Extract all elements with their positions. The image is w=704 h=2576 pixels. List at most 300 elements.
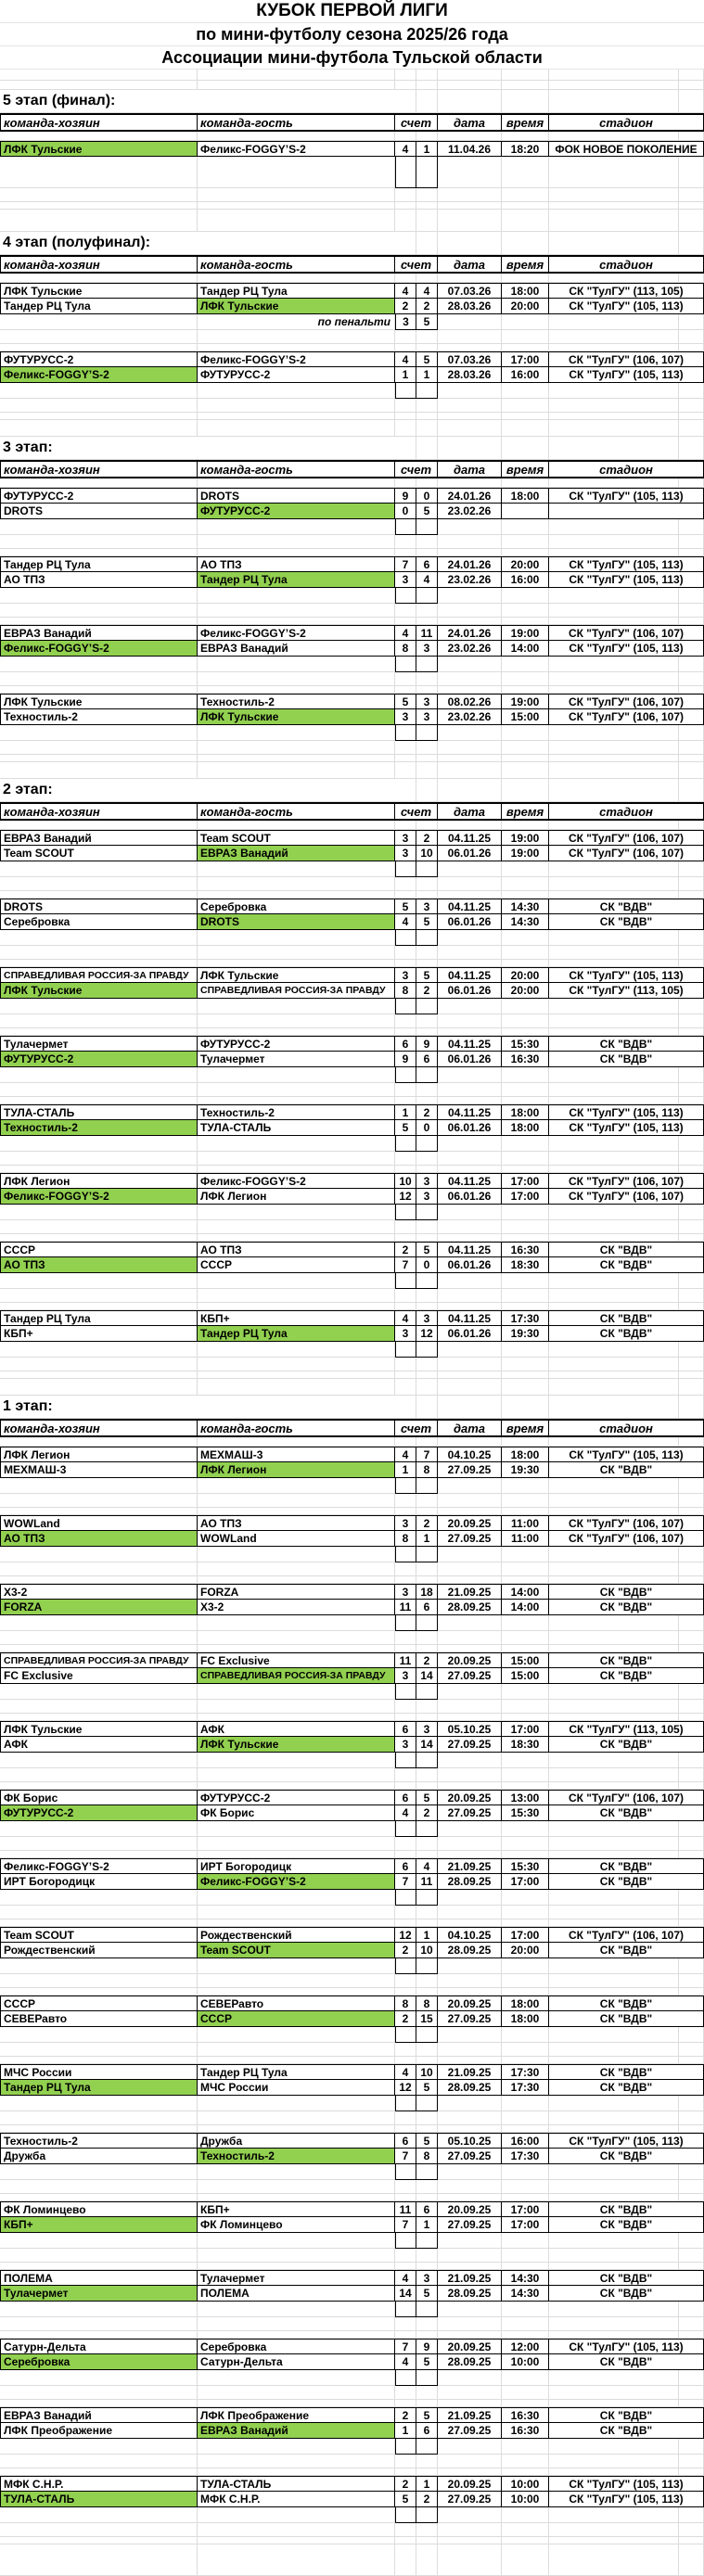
grid-cell: [679, 330, 704, 344]
grid-cell: [679, 157, 704, 188]
penalty-guest-score-cell: [416, 861, 438, 877]
grid-cell: [549, 437, 679, 460]
grid-cell: [502, 1067, 549, 1083]
grid-cell: [549, 2302, 679, 2317]
guest-team-cell: FC Exclusive: [198, 1653, 395, 1668]
stadium-cell: СК "ВДВ": [549, 1037, 704, 1052]
grid-cell: [502, 2194, 549, 2201]
grid-cell: [502, 202, 549, 210]
guest-team-cell: Феликс-FOGGY’S-2: [198, 626, 395, 641]
grid-cell: [502, 413, 549, 420]
grid-cell: [395, 413, 416, 420]
guest-team-cell: FORZA: [198, 1585, 395, 1600]
match-row: [0, 694, 704, 709]
stadium-cell: СК "ВДВ": [549, 899, 704, 914]
stadium-cell: СК "ВДВ": [549, 1600, 704, 1615]
grid-cell: [438, 202, 502, 210]
grid-cell: [679, 755, 704, 762]
guest-team-cell: ЕВРАЗ Ванадий: [198, 2423, 395, 2439]
grid-cell: [438, 1289, 502, 1303]
grid-cell: [0, 657, 198, 672]
home-team-cell: СПРАВЕДЛИВАЯ РОССИЯ-ЗА ПРАВДУ: [0, 968, 198, 983]
blank-row: [0, 274, 704, 283]
guest-score-cell: 10: [416, 2065, 438, 2080]
grid-cell: [438, 946, 502, 960]
penalty-row: [0, 1205, 704, 1220]
guest-score-cell: 1: [416, 2477, 438, 2492]
home-team-cell: Team SCOUT: [0, 1928, 198, 1943]
grid-cell: [438, 877, 502, 891]
match-row: [0, 1584, 704, 1600]
grid-cell: [198, 188, 395, 202]
guest-team-cell: ЛФК Легион: [198, 1462, 395, 1478]
grid-cell: [549, 132, 679, 141]
guest-team-cell: КБП+: [198, 1311, 395, 1326]
grid-cell: [416, 1437, 438, 1447]
grid-cell: [395, 1494, 416, 1508]
time-cell: [502, 504, 549, 519]
grid-cell: [198, 1684, 395, 1700]
grid-cell: [395, 2249, 416, 2263]
grid-cell: [198, 1342, 395, 1358]
grid-cell: [502, 1645, 549, 1652]
grid-cell: [0, 2194, 198, 2201]
grid-cell: [679, 1919, 704, 1927]
blank-row: [0, 1097, 704, 1104]
grid-cell: [0, 549, 198, 556]
grid-cell: [502, 157, 549, 188]
grid-cell: [549, 779, 679, 802]
grid-cell: [438, 1576, 502, 1584]
grid-cell: [502, 1631, 549, 1645]
grid-cell: [395, 1576, 416, 1584]
time-cell: 17:00: [502, 1722, 549, 1737]
grid-cell: [502, 657, 549, 672]
penalty-home-score-cell: 3: [395, 314, 416, 330]
grid-cell: [679, 1562, 704, 1576]
guest-team-cell: Серебровка: [198, 2340, 395, 2354]
guest-score-cell: 5: [416, 914, 438, 930]
grid-cell: [438, 1097, 502, 1104]
match-row: [0, 830, 704, 846]
grid-cell: [198, 1782, 395, 1790]
guest-score-cell: 5: [416, 2408, 438, 2423]
grid-cell: [438, 755, 502, 762]
guest-team-cell: ФК Борис: [198, 1805, 395, 1821]
grid-cell: [679, 618, 704, 625]
time-cell: 11:00: [502, 1531, 549, 1547]
blank-row: [0, 1358, 704, 1371]
time-cell: 14:00: [502, 641, 549, 657]
grid-cell: [416, 210, 438, 232]
grid-cell: [198, 1273, 395, 1289]
grid-cell: [416, 399, 438, 413]
grid-cell: [0, 618, 198, 625]
grid-cell: [549, 314, 679, 330]
grid-cell: [438, 1958, 502, 1974]
guest-team-cell: Феликс-FOGGY’S-2: [198, 1174, 395, 1189]
header-date: дата: [438, 257, 502, 272]
grid-cell: [549, 413, 679, 420]
header-date: дата: [438, 462, 502, 477]
grid-cell: [198, 2468, 395, 2476]
grid-cell: [549, 1234, 679, 1242]
grid-cell: [502, 188, 549, 202]
time-cell: 17:00: [502, 2217, 549, 2233]
grid-cell: [198, 891, 395, 899]
stadium-cell: СК "ТулГУ" (106, 107): [549, 1189, 704, 1205]
grid-cell: [679, 725, 704, 741]
blank-row: [0, 672, 704, 686]
blank-row: [0, 2249, 704, 2263]
blank-row: [0, 330, 704, 344]
blank-row: [0, 1837, 704, 1851]
stadium-cell: СК "ВДВ": [549, 1311, 704, 1326]
blank-row: [0, 70, 704, 81]
grid-cell: [438, 2057, 502, 2064]
penalty-home-score-cell: [395, 725, 416, 741]
grid-cell: [198, 132, 395, 141]
penalty-home-score-cell: [395, 1615, 416, 1631]
column-header-row: [0, 1419, 704, 1437]
date-cell: 04.11.25: [438, 831, 502, 846]
guest-score-cell: 3: [416, 641, 438, 657]
grid-cell: [198, 1615, 395, 1631]
grid-cell: [0, 1700, 198, 1714]
grid-cell: [438, 2439, 502, 2455]
grid-cell: [438, 1919, 502, 1927]
home-team-cell: ЛФК Легион: [0, 1447, 198, 1462]
home-team-cell: ТУЛА-СТАЛЬ: [0, 2492, 198, 2507]
grid-cell: [395, 2544, 416, 2576]
grid-cell: [198, 960, 395, 967]
grid-cell: [549, 1890, 679, 1906]
section-gap-row: [0, 762, 704, 779]
penalty-guest-score-cell: [416, 519, 438, 535]
home-score-cell: 2: [395, 1943, 416, 1958]
penalty-home-score-cell: [395, 861, 416, 877]
match-row: [0, 2133, 704, 2149]
penalty-guest-score-cell: [416, 2507, 438, 2523]
blank-row: [0, 1768, 704, 1782]
home-team-cell: ЕВРАЗ Ванадий: [0, 626, 198, 641]
guest-score-cell: 0: [416, 1257, 438, 1273]
grid-cell: [438, 1166, 502, 1173]
stadium-cell: СК "ТулГУ" (113, 105): [549, 983, 704, 999]
grid-cell: [438, 1562, 502, 1576]
grid-cell: [502, 70, 549, 81]
grid-cell: [395, 2317, 416, 2331]
header-home-team: команда-хозяин: [0, 1421, 198, 1435]
section-gap-row: [0, 420, 704, 437]
grid-cell: [198, 588, 395, 604]
grid-cell: [0, 2331, 198, 2339]
grid-cell: [0, 1821, 198, 1837]
grid-cell: [549, 1152, 679, 1166]
grid-cell: [502, 549, 549, 556]
grid-cell: [679, 2233, 704, 2249]
guest-score-cell: 6: [416, 1600, 438, 1615]
stadium-cell: СК "ТулГУ" (105, 113): [549, 968, 704, 983]
grid-cell: [395, 1379, 416, 1396]
grid-cell: [395, 1396, 416, 1419]
grid-cell: [679, 946, 704, 960]
grid-cell: [0, 2180, 198, 2194]
grid-cell: [0, 588, 198, 604]
blank-row: [0, 604, 704, 618]
home-score-cell: 3: [395, 831, 416, 846]
grid-cell: [416, 1906, 438, 1919]
grid-cell: [549, 2523, 679, 2537]
time-cell: 20:00: [502, 299, 549, 314]
grid-cell: [416, 779, 438, 802]
guest-score-cell: 2: [416, 1105, 438, 1120]
grid-cell: [502, 2096, 549, 2111]
grid-cell: [0, 202, 198, 210]
home-score-cell: 8: [395, 1996, 416, 2011]
grid-cell: [416, 946, 438, 960]
grid-cell: [198, 2194, 395, 2201]
grid-cell: [0, 999, 198, 1014]
guest-team-cell: АО ТПЗ: [198, 1243, 395, 1257]
date-cell: 21.09.25: [438, 1585, 502, 1600]
grid-cell: [502, 1205, 549, 1220]
grid-cell: [395, 2043, 416, 2057]
stadium-cell: СК "ТулГУ" (106, 107): [549, 1928, 704, 1943]
grid-cell: [679, 1067, 704, 1083]
grid-cell: [198, 861, 395, 877]
grid-cell: [198, 519, 395, 535]
grid-cell: [395, 686, 416, 694]
page-subtitle-season: по мини-футболу сезона 2025/26 года: [0, 23, 704, 46]
guest-team-cell: СЕВЕРавто: [198, 1996, 395, 2011]
date-cell: 27.09.25: [438, 2492, 502, 2507]
time-cell: 18:00: [502, 284, 549, 299]
grid-cell: [416, 2057, 438, 2064]
stadium-cell: СК "ТулГУ" (106, 107): [549, 1791, 704, 1805]
grid-cell: [679, 1958, 704, 1974]
guest-team-cell: ЛФК Тульские: [198, 299, 395, 314]
date-cell: 06.01.26: [438, 1189, 502, 1205]
grid-cell: [438, 1494, 502, 1508]
grid-cell: [0, 1837, 198, 1851]
penalty-home-score-cell: [395, 519, 416, 535]
blank-row: [0, 2455, 704, 2468]
grid-cell: [502, 1396, 549, 1419]
grid-cell: [679, 549, 704, 556]
grid-cell: [198, 2317, 395, 2331]
penalty-row: [0, 1342, 704, 1358]
penalty-guest-score-cell: [416, 1684, 438, 1700]
grid-cell: [198, 657, 395, 672]
stadium-cell: СК "ВДВ": [549, 1243, 704, 1257]
penalty-guest-score-cell: [416, 383, 438, 399]
grid-cell: [502, 232, 549, 255]
grid-cell: [502, 383, 549, 399]
date-cell: 20.09.25: [438, 1516, 502, 1531]
grid-cell: [438, 1379, 502, 1396]
grid-cell: [549, 1821, 679, 1837]
grid-cell: [198, 1234, 395, 1242]
time-cell: 17:00: [502, 1928, 549, 1943]
section-gap-row: [0, 210, 704, 232]
blank-row: [0, 946, 704, 960]
grid-cell: [502, 1547, 549, 1562]
home-team-cell: ИРТ Богородицк: [0, 1874, 198, 1890]
date-cell: 28.09.25: [438, 1943, 502, 1958]
blank-row: [0, 399, 704, 413]
date-cell: 06.01.26: [438, 1257, 502, 1273]
home-team-cell: МЧС России: [0, 2065, 198, 2080]
grid-cell: [198, 1837, 395, 1851]
match-row: [0, 2201, 704, 2217]
grid-cell: [438, 478, 502, 488]
grid-cell: [198, 1205, 395, 1220]
home-score-cell: 6: [395, 1791, 416, 1805]
grid-cell: [549, 930, 679, 946]
guest-team-cell: АО ТПЗ: [198, 557, 395, 572]
grid-cell: [502, 1974, 549, 1988]
grid-cell: [438, 762, 502, 779]
grid-cell: [438, 1906, 502, 1919]
grid-cell: [416, 420, 438, 437]
match-row: [0, 283, 704, 299]
home-score-cell: 4: [395, 142, 416, 157]
match-row: [0, 1462, 704, 1478]
match-row: [0, 1805, 704, 1821]
grid-cell: [549, 2125, 679, 2133]
grid-cell: [549, 1396, 679, 1419]
column-header-row: [0, 255, 704, 274]
guest-score-cell: 0: [416, 1120, 438, 1136]
grid-cell: [502, 535, 549, 549]
time-cell: 19:30: [502, 1326, 549, 1342]
date-cell: 08.02.26: [438, 695, 502, 709]
grid-cell: [502, 1478, 549, 1494]
grid-cell: [679, 821, 704, 830]
stage-label-row: [0, 779, 704, 802]
guest-team-cell: Team SCOUT: [198, 1943, 395, 1958]
grid-cell: [679, 1437, 704, 1447]
home-team-cell: Серебровка: [0, 914, 198, 930]
home-score-cell: 11: [395, 1600, 416, 1615]
grid-cell: [549, 330, 679, 344]
grid-cell: [549, 1576, 679, 1584]
stage-label: 2 этап:: [0, 779, 395, 802]
grid-cell: [416, 762, 438, 779]
grid-cell: [502, 1152, 549, 1166]
grid-cell: [679, 2194, 704, 2201]
guest-score-cell: 1: [416, 1928, 438, 1943]
grid-cell: [502, 344, 549, 351]
grid-cell: [416, 1782, 438, 1790]
match-row: [0, 2423, 704, 2439]
penalty-guest-score-cell: [416, 1205, 438, 1220]
grid-cell: [198, 1821, 395, 1837]
grid-cell: [679, 686, 704, 694]
guest-score-cell: 1: [416, 2217, 438, 2233]
grid-cell: [198, 2370, 395, 2386]
penalty-guest-score-cell: [416, 930, 438, 946]
grid-cell: [549, 2180, 679, 2194]
guest-team-cell: DROTS: [198, 489, 395, 504]
grid-cell: [438, 383, 502, 399]
penalty-guest-score-cell: [416, 2164, 438, 2180]
grid-cell: [438, 2544, 502, 2576]
grid-cell: [0, 1753, 198, 1768]
home-team-cell: АО ТПЗ: [0, 1531, 198, 1547]
grid-cell: [549, 2043, 679, 2057]
guest-team-cell: СССР: [198, 1257, 395, 1273]
grid-cell: [438, 2455, 502, 2468]
grid-cell: [438, 2302, 502, 2317]
grid-cell: [502, 2263, 549, 2270]
grid-cell: [416, 1097, 438, 1104]
blank-row: [0, 960, 704, 967]
blank-row: [0, 1974, 704, 1988]
grid-cell: [679, 1768, 704, 1782]
grid-cell: [198, 1753, 395, 1768]
penalty-guest-score-cell: [416, 1342, 438, 1358]
grid-cell: [0, 762, 198, 779]
grid-cell: [679, 930, 704, 946]
grid-cell: [549, 2057, 679, 2064]
grid-cell: [0, 960, 198, 967]
grid-cell: [549, 1220, 679, 1234]
grid-cell: [395, 2537, 416, 2544]
grid-cell: [502, 1837, 549, 1851]
grid-cell: [679, 314, 704, 330]
grid-cell: [549, 1508, 679, 1515]
grid-cell: [395, 1303, 416, 1310]
stage-label-row: [0, 90, 704, 113]
grid-cell: [438, 2164, 502, 2180]
grid-cell: [549, 1700, 679, 1714]
grid-cell: [0, 1631, 198, 1645]
grid-cell: [198, 1371, 395, 1379]
grid-cell: [395, 1906, 416, 1919]
grid-cell: [549, 2096, 679, 2111]
stadium-cell: СК "ВДВ": [549, 1052, 704, 1067]
blank-row: [0, 1919, 704, 1927]
header-guest-team: команда-гость: [198, 115, 395, 130]
grid-cell: [549, 2544, 679, 2576]
time-cell: 19:00: [502, 846, 549, 861]
grid-cell: [395, 2263, 416, 2270]
grid-cell: [549, 383, 679, 399]
grid-cell: [416, 2455, 438, 2468]
column-header-row: [0, 460, 704, 478]
penalty-guest-score-cell: [416, 1615, 438, 1631]
grid-cell: [679, 2302, 704, 2317]
grid-cell: [416, 2331, 438, 2339]
grid-cell: [502, 2544, 549, 2576]
grid-cell: [549, 1014, 679, 1028]
grid-cell: [198, 1220, 395, 1234]
grid-cell: [0, 1851, 198, 1858]
header-stadium: стадион: [549, 804, 704, 819]
blank-row: [0, 2194, 704, 2201]
match-row: [0, 1943, 704, 1958]
grid-cell: [438, 999, 502, 1014]
grid-cell: [549, 861, 679, 877]
grid-cell: [438, 2180, 502, 2194]
grid-cell: [438, 2507, 502, 2523]
guest-team-cell: ТУЛА-СТАЛЬ: [198, 1120, 395, 1136]
grid-cell: [395, 2111, 416, 2125]
grid-cell: [502, 1220, 549, 1234]
match-row: [0, 1120, 704, 1136]
